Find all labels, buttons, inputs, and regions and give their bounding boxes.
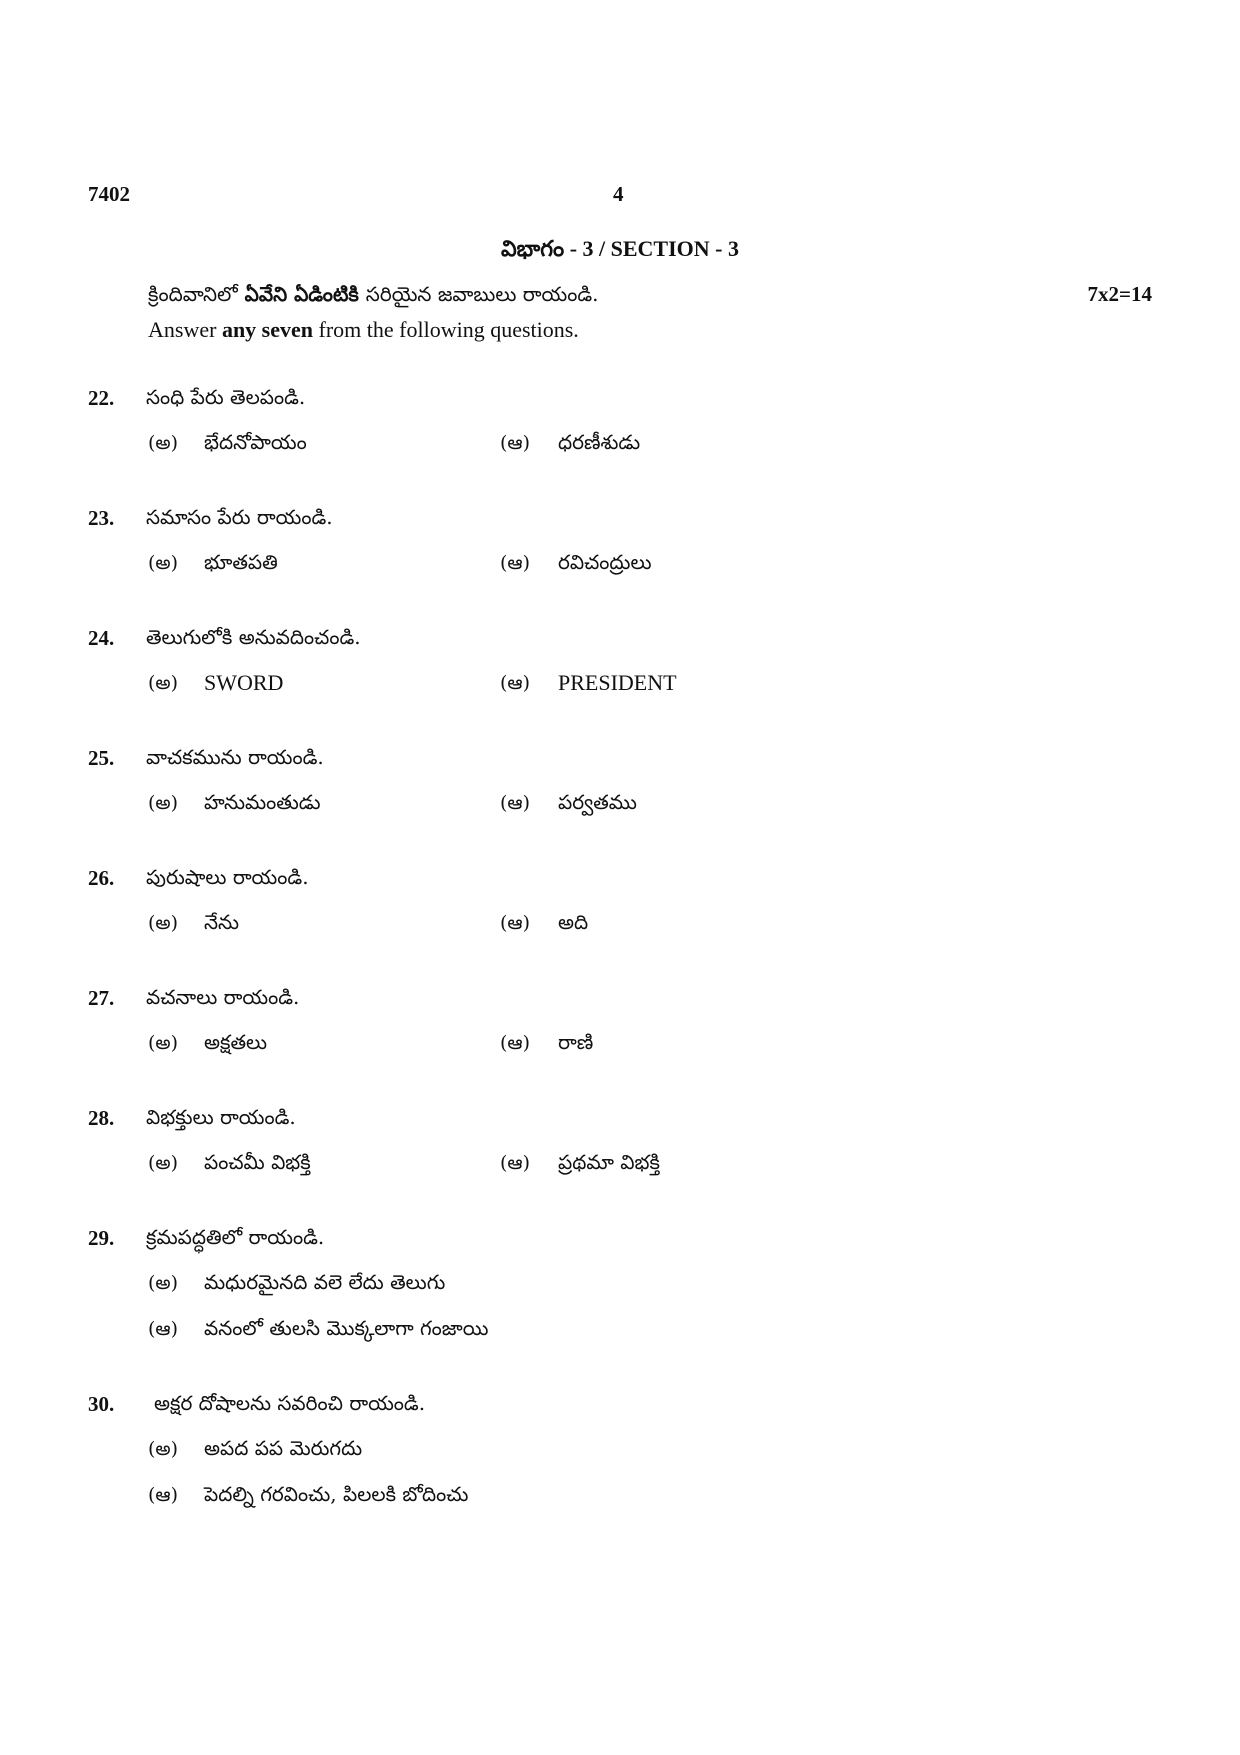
option-label: (ఆ) xyxy=(500,672,530,694)
option-text: రవిచంద్రులు xyxy=(558,550,652,574)
option-label: (అ) xyxy=(148,1032,179,1054)
option-label: (ఆ) xyxy=(148,1318,178,1340)
question-text: అక్షర దోషాలను సవరించి రాయండి. xyxy=(154,1391,426,1415)
question-number: 25. xyxy=(88,746,115,770)
option-text: అది xyxy=(558,910,589,934)
question-text: తెలుగులోకి అనువదించండి. xyxy=(146,625,361,649)
option-label: (ఆ) xyxy=(500,1152,530,1174)
option-text: SWORD xyxy=(204,670,284,695)
option-label: (అ) xyxy=(148,1272,179,1294)
option-label: (అ) xyxy=(148,552,179,574)
question-text: సంధి పేరు తెలపండి. xyxy=(146,385,306,409)
option-label: (అ) xyxy=(148,1152,179,1174)
question-number: 23. xyxy=(88,506,115,530)
section-title-suffix: - 3 xyxy=(715,236,739,261)
option-label: (ఆ) xyxy=(500,792,530,814)
instructions-english xyxy=(148,317,579,343)
option-text: భూతపతి xyxy=(204,550,278,574)
question-number: 22. xyxy=(88,386,115,410)
question-text: సమాసం పేరు రాయండి. xyxy=(146,505,333,529)
paper-code: 7402 xyxy=(88,182,130,206)
option-text: రాణి xyxy=(558,1030,594,1054)
option-label: (ఆ) xyxy=(500,1032,530,1054)
option-label: (అ) xyxy=(148,1438,179,1460)
option-text: పంచమీ విభక్తి xyxy=(204,1150,311,1174)
question-text: పురుషాలు రాయండి. xyxy=(146,865,309,889)
marks-allocation: 7x2=14 xyxy=(1087,282,1152,306)
instructions-telugu-rest: సరియైన జవాబులు రాయండి. xyxy=(365,282,599,306)
question-number: 24. xyxy=(88,626,115,650)
option-text: నేను xyxy=(204,910,239,934)
option-text: వనంలో తులసి మొక్కలాగా గంజాయి xyxy=(204,1316,489,1340)
question-text: విభక్తులు రాయండి. xyxy=(146,1105,296,1129)
option-text: పెదల్ని గరవించు, పిలలకి బోదించు xyxy=(204,1482,469,1506)
question-text: వాచకమును రాయండి. xyxy=(146,745,324,769)
instructions-english-bold: any seven xyxy=(221,317,313,342)
instructions-telugu-plain: క్రిందివానిలో xyxy=(148,282,238,306)
option-text: అపద పప మెరుగదు xyxy=(204,1436,363,1460)
option-label: (ఆ) xyxy=(500,552,530,574)
option-text: PRESIDENT xyxy=(558,670,677,695)
section-title xyxy=(0,236,1240,267)
section-title-text: విభాగం - 3 / SECTION xyxy=(500,236,710,261)
question-number: 30. xyxy=(88,1392,115,1416)
question-number: 29. xyxy=(88,1226,115,1250)
option-text: అక్షతలు xyxy=(204,1030,268,1054)
question-number: 28. xyxy=(88,1106,115,1130)
question-number: 26. xyxy=(88,866,115,890)
option-label: (అ) xyxy=(148,792,179,814)
option-label: (ఆ) xyxy=(500,432,530,454)
option-label: (అ) xyxy=(148,912,179,934)
instructions-english-pre: Answer xyxy=(148,317,217,342)
question-text: వచనాలు రాయండి. xyxy=(146,985,300,1009)
page-number: 4 xyxy=(613,182,624,206)
option-label: (అ) xyxy=(148,672,179,694)
option-text: భేదనోపాయం xyxy=(204,430,307,454)
question-number: 27. xyxy=(88,986,115,1010)
option-text: పర్వతము xyxy=(558,790,637,814)
instructions-telugu-bold: ఏవేని ఏడింటికి xyxy=(244,282,359,306)
instructions-english-post: from the following questions. xyxy=(318,317,579,342)
option-text: ధరణీశుడు xyxy=(558,430,641,454)
option-label: (అ) xyxy=(148,432,179,454)
option-text: మధురమైనది వలె లేదు తెలుగు xyxy=(204,1270,446,1294)
option-label: (ఆ) xyxy=(148,1484,178,1506)
instructions-telugu xyxy=(148,282,599,311)
option-text: ప్రథమా విభక్తి xyxy=(558,1150,660,1174)
option-label: (ఆ) xyxy=(500,912,530,934)
question-text: క్రమపద్ధతిలో రాయండి. xyxy=(146,1225,325,1249)
option-text: హనుమంతుడు xyxy=(204,790,321,814)
